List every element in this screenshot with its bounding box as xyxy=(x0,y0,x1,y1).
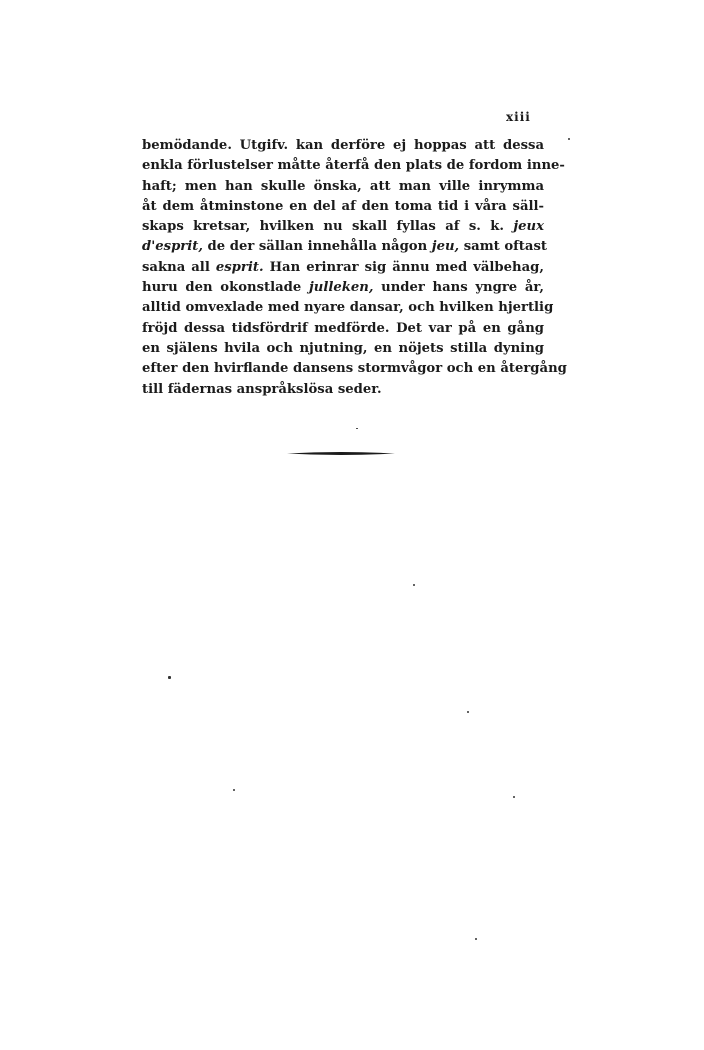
text-segment: samt oftast xyxy=(459,239,547,255)
text-line xyxy=(142,237,547,257)
text-line xyxy=(142,197,544,217)
print-speck xyxy=(513,796,515,798)
text-segment: de der sällan innehålla någon xyxy=(202,239,432,255)
text-segment: till fädernas anspråkslösa seder. xyxy=(142,381,382,397)
text-segment: en själens hvila och njutning, en nöjets stilla dyning xyxy=(142,340,544,356)
italic-segment: esprit. xyxy=(215,259,264,275)
print-speck xyxy=(168,676,171,679)
italic-segment: jeu, xyxy=(431,239,460,255)
text-segment: alltid omvexlade med nyare dansar, och hvilken hjertlig xyxy=(142,300,554,316)
text-segment: huru den okonstlade xyxy=(142,280,309,296)
print-speck xyxy=(475,938,477,940)
text-line xyxy=(142,156,565,176)
text-line xyxy=(142,380,544,400)
print-speck xyxy=(356,428,358,429)
italic-segment: d'esprit, xyxy=(142,239,203,255)
text-segment: enkla förlustelser måtte återfå den plats de fordom inne- xyxy=(142,158,565,174)
text-line xyxy=(142,136,544,156)
section-end-rule xyxy=(287,451,395,456)
text-segment: efter den hvirflande dansens stormvågor och en återgång xyxy=(142,361,567,377)
text-segment: sakna all xyxy=(142,259,216,275)
italic-segment: jeux xyxy=(513,219,544,235)
text-segment: fröjd dessa tidsfördrif medförde. Det var på en gång xyxy=(142,320,544,336)
print-speck xyxy=(413,584,415,586)
text-line xyxy=(142,298,554,318)
print-speck xyxy=(568,138,570,140)
text-segment: åt dem åtminstone en del af den toma tid i våra säll- xyxy=(142,198,544,214)
text-line xyxy=(142,319,544,339)
text-line xyxy=(142,217,544,237)
italic-segment: julleken, xyxy=(308,280,374,296)
body-text xyxy=(142,136,567,400)
text-line xyxy=(142,177,544,197)
text-segment: haft; men han skulle önska, att man ville inrymma xyxy=(142,178,544,194)
print-speck xyxy=(233,789,235,791)
text-segment: bemödande. Utgifv. kan derföre ej hoppas att dessa xyxy=(142,138,544,153)
text-line xyxy=(142,359,567,379)
text-segment: Han erinrar sig ännu med välbehag, xyxy=(263,259,544,275)
text-line xyxy=(142,258,544,278)
print-speck xyxy=(467,711,469,713)
page-number: xiii xyxy=(506,110,531,124)
text-segment: under hans yngre år, xyxy=(373,280,544,296)
text-segment: skaps kretsar, hvilken nu skall fyllas af s. k. xyxy=(142,219,514,235)
text-line xyxy=(142,278,544,298)
text-line xyxy=(142,339,544,359)
